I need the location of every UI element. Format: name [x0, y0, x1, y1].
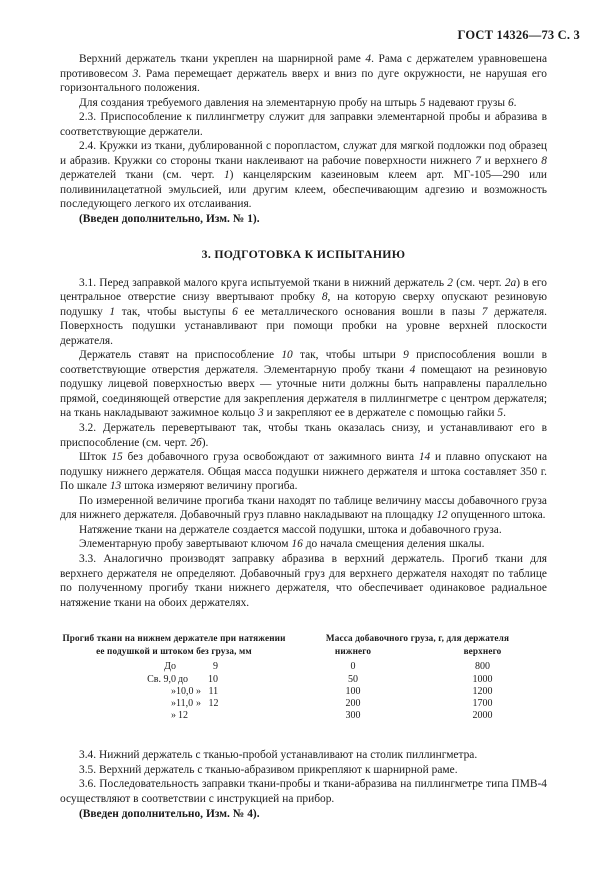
- range-middle: до: [177, 673, 189, 685]
- paragraph-clause-3-2: 3.2. Держатель перевертывают так, чтобы ткань оказалась снизу, и устанавливают его в приспособление (см. черт. 2б).: [60, 422, 547, 449]
- spacer: [60, 726, 547, 748]
- range-suffix: 10: [208, 673, 218, 685]
- paragraph-clause-3-1: 3.1. Перед заправкой малого круга испытуемой ткани в нижний держатель 2 (см. черт. 2а) в его центральное отверстие снизу ввертывают пробку 8, на которую сверху опускают резиновую подушку 1 так, чтобы выступы 6 ее металлического основания вошли в пазы 7 держателя. Поверхность подушки устанавливают при помощи пробки на уровне верхней плоскости держателя.: [60, 276, 547, 347]
- range-middle: 12: [178, 710, 188, 722]
- amendment-note-1: (Введен дополнительно, Изм. № 1).: [79, 213, 260, 226]
- spacer: [60, 227, 547, 247]
- table-cell-upper-weight: 1200: [472, 685, 493, 697]
- table-subheader-upper: верхнего: [463, 646, 502, 657]
- paragraph-pressure-weights: Для создания требуемого давления на элементарную пробу на штырь 5 надевают грузы 6.: [79, 96, 517, 109]
- range-text: [130, 661, 218, 673]
- table-row: [60, 657, 547, 673]
- table-cell-range: [60, 710, 288, 726]
- table-cell-range: [60, 686, 288, 698]
- range-prefix: Св. 9,0: [147, 673, 176, 685]
- range-middle: 10,0: [176, 685, 194, 697]
- paragraph-deflection-lookup: По измеренной величине прогиба ткани находят по таблице величину массы добавочного груза для нижнего держателя. Добавочный груз плавно накладывают на площадку 12 опущенного штока.: [60, 494, 547, 522]
- paragraph-clause-3-3: 3.3. Аналогично производят заправку абразива в верхний держатель. Прогиб ткани для верхнего держателя не определяют. Добавочный груз для верхнего держателя находят по таблице по полученному прогибу ткани нижнего держателя, что обеспечивает одинаковое радиальное натяжение ткани на обоих держателях.: [60, 552, 547, 609]
- deflection-weight-table: [60, 632, 547, 726]
- table-row: [60, 686, 547, 698]
- range-prefix: До: [164, 661, 176, 673]
- range-text: [130, 710, 218, 722]
- range-text: [130, 686, 218, 698]
- table-cell-upper-weight: 2000: [472, 710, 493, 722]
- amendment-note-4: (Введен дополнительно, Изм. № 4).: [79, 807, 260, 820]
- table-subheader-lower: нижнего: [334, 646, 372, 657]
- range-prefix: »: [171, 685, 176, 697]
- deflection-weight-table-wrap: [60, 632, 547, 726]
- paragraph-upper-holder: Верхний держатель ткани укреплен на шарнирной раме 4. Рама с держателем уравновешена противовесом 3. Рама перемещает держатель вверх и вниз по дуге окружности, не нарушая его горизонтального положения.: [60, 53, 548, 95]
- range-text: [130, 698, 218, 710]
- paragraph-key-16: Элементарную пробу завертывают ключом 16 до начала смещения деления шкалы.: [79, 538, 485, 551]
- spacer: [60, 262, 547, 276]
- table-cell-lower-weight: 300: [345, 710, 361, 722]
- table-row: [60, 698, 547, 710]
- standard-header-text: ГОСТ 14326—73 С. 3: [457, 28, 580, 42]
- table-row: [60, 674, 547, 686]
- range-suffix: » 11: [196, 685, 219, 697]
- table-header-deflection: Прогиб ткани на нижнем держателе при натяжении ее подушкой и штоком без груза, мм: [62, 633, 286, 656]
- document-body: [60, 52, 547, 821]
- table-header-row-group: [60, 632, 547, 645]
- paragraph-clause-3-6: 3.6. Последовательность заправки ткани-пробы и ткани-абразива на пиллингметре типа ПМВ-4 осуществляют в соответствии с инструкцией на прибор.: [60, 778, 547, 805]
- range-middle: 11,0: [176, 697, 194, 709]
- paragraph-clause-2-3: 2.3. Приспособление к пиллингметру служит для заправки элементарной пробы и абразива в соответствующие держатели.: [60, 111, 547, 138]
- paragraph-clause-3-5: 3.5. Верхний держатель с тканью-абразивом прикрепляют к шарнирной раме.: [79, 763, 458, 776]
- section-heading-3: 3. ПОДГОТОВКА К ИСПЫТАНИЮ: [201, 246, 406, 261]
- paragraph-clause-2-4: 2.4. Кружки из ткани, дублированной с поропластом, служат для мягкой подложки под образец и абразив. Кружки со стороны ткани наклеивают на рабочие поверхности нижнего 7 и верхнего 8 держателей ткани (см. черт. 1) канцелярским казеиновым клеем арт. МГ-105—290 или поливинилацетатной эмульсией, или другим клеем, обеспечивающим адгезию и возможность последующего легкого их отслаивания.: [60, 140, 547, 211]
- table-cell-range: [60, 698, 288, 710]
- table-cell-range: [60, 674, 288, 686]
- paragraph-rod-15: Шток 15 без добавочного груза освобождают от зажимного винта 14 и плавно опускают на подушку нижнего держателя. Общая масса подушки нижнего держателя и штока составляет 350 г. По шкале 13 штока измеряют величину прогиба.: [60, 451, 547, 493]
- range-suffix: » 12: [196, 697, 219, 709]
- table-cell-lower-weight: 0: [350, 661, 356, 673]
- table-cell-range: [60, 657, 288, 673]
- paragraph-tension-source: Натяжение ткани на держателе создается массой подушки, штока и добавочного груза.: [79, 523, 502, 536]
- range-prefix: »: [171, 697, 176, 709]
- table-cell-upper-weight: 1000: [472, 673, 493, 685]
- range-text: [130, 674, 218, 686]
- table-cell-lower-weight: 50: [348, 673, 358, 685]
- table-header-added-weight: Масса добавочного груза, г, для держателя: [325, 633, 510, 644]
- table-cell-lower-weight: 100: [345, 685, 361, 697]
- spacer: [60, 610, 547, 632]
- paragraph-holder-fixture: Держатель ставят на приспособление 10 так, чтобы штыри 9 приспособления вошли в соответствующие отверстия держателя. Элементарную пробу ткани 4 помещают на резиновую подушку лицевой поверхностью вверх — уточные нити должны быть направлены параллельно прямой, соединяющей отверстие для закрепления держателя в пиллингметре с центром держателя; на ткань накладывают зажимное кольцо 3 и закрепляют ее в держателе с помощью гайки 5.: [60, 349, 548, 420]
- table-cell-upper-weight: 800: [475, 661, 490, 673]
- table-cell-upper-weight: 1700: [472, 697, 493, 709]
- table-row: [60, 710, 547, 726]
- paragraph-clause-3-4: 3.4. Нижний держатель с тканью-пробой устанавливают на столик пиллингметра.: [79, 749, 478, 762]
- page-header: [60, 28, 580, 43]
- range-suffix: 9: [213, 661, 218, 673]
- range-prefix: »: [171, 710, 176, 722]
- table-cell-lower-weight: 200: [345, 697, 361, 709]
